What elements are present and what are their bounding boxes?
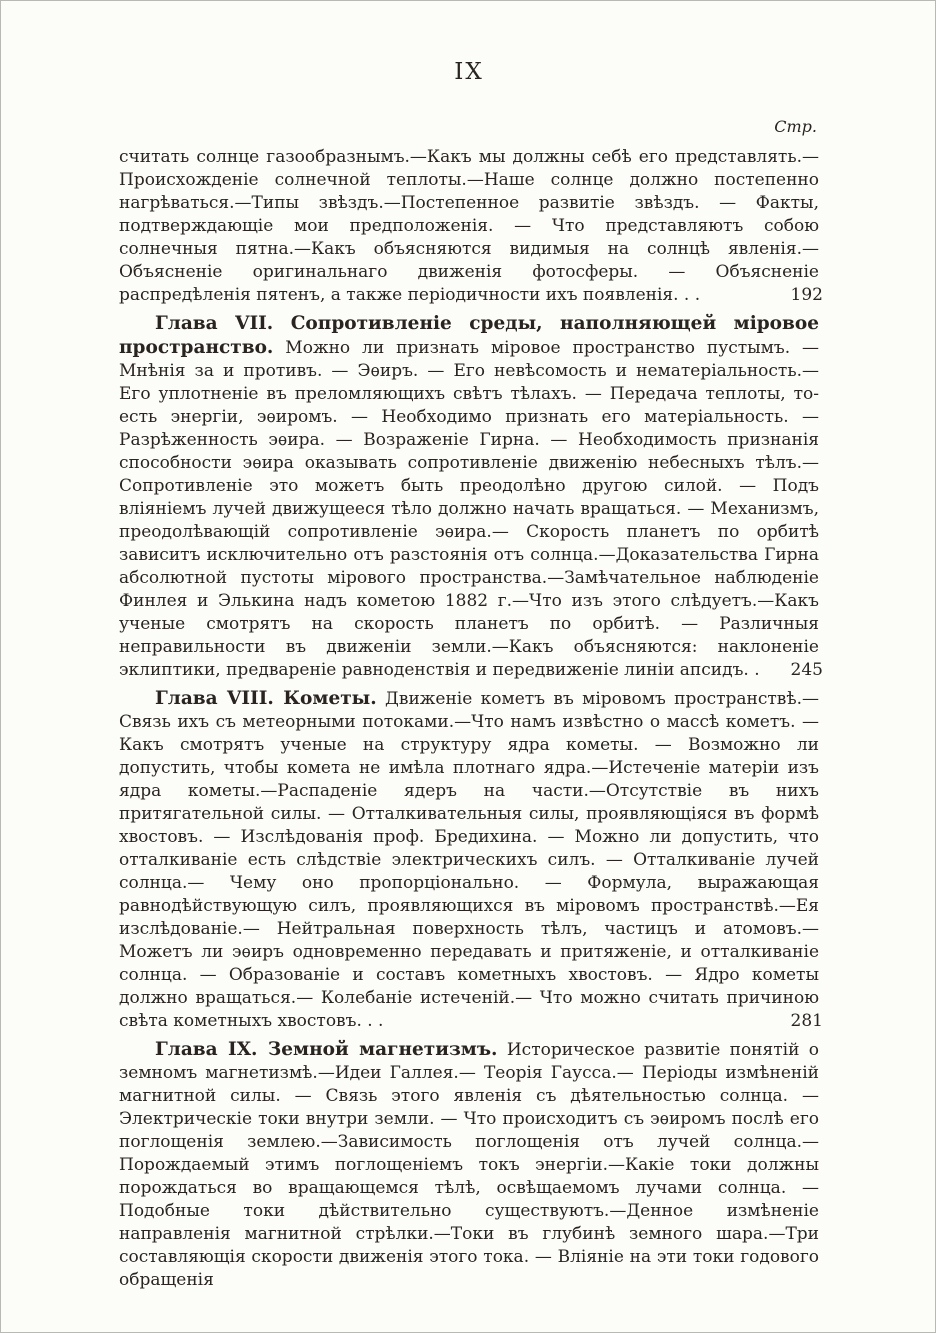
entry-page-number: 245 (785, 659, 823, 682)
toc-entry (119, 1038, 819, 1292)
entry-page-number: 281 (785, 1010, 823, 1033)
entry-text: Историческое развитіе понятій о земномъ магнетизмѣ.—Идеи Галлея.— Теорія Гаусса.— Періоды измѣненій магнитной силы. — Связь этого явленія съ дѣятельностью солнца. — Электрическіе токи внутри земли. — Что происходитъ съ эѳиромъ послѣ его поглощенія землею.—Зависимость поглощенія отъ лучей солнца.—Порождаемый этимъ поглощеніемъ токъ энергіи.—Какіе токи должны порождаться во вращающемся тѣлѣ, освѣщаемомъ лучами солнца. — Подобные токи дѣйствительно существуютъ.—Денное измѣненіе направленія магнитной стрѣлки.—Токи въ глубинѣ земного шара.—Три составляющія скорости движенія этого тока. — Вліяніе на эти токи годового обращенія (119, 1040, 820, 1290)
chapter-heading: Глава IX. Земной магнетизмъ. (155, 1039, 498, 1060)
toc-entry (119, 146, 823, 307)
toc-entry (119, 312, 823, 682)
entry-page-number: 192 (785, 284, 823, 307)
chapter-heading: Глава VII. Сопротивленіе среды, наполняющей міровое пространство. (119, 313, 819, 358)
toc-entry (119, 687, 823, 1033)
page-number-header: IX (454, 59, 484, 85)
page-column-label: Стр. (774, 117, 817, 136)
chapter-heading: Глава VIII. Кометы. (155, 688, 377, 709)
entry-text: Можно ли признать міровое пространство пустымъ. — Мнѣнія за и противъ. — Эѳиръ. — Его невѣсомость и нематеріальность.— Его уплотненіе въ преломляющихъ свѣтъ тѣлахъ. — Передача теплоты, то-есть энергіи, эѳиромъ. — Необходимо признать его матеріальность. — Разрѣженность эѳира. — Возраженіе Гирна. — Необходимость признанія способности эѳира оказывать сопротивленіе движенію небесныхъ тѣлъ.— Сопротивленіе это можетъ быть преодолѣно другою силой. — Подъ вліяніемъ лучей движущееся тѣло должно начать вращаться. — Механизмъ, преодолѣвающій сопротивленіе эѳира.— Скорость планетъ по орбитѣ зависитъ исключительно отъ разстоянія отъ солнца.—Доказательства Гирна абсолютной пустоты мірового пространства.—Замѣчательное наблюденіе Финлея и Элькина надъ кометою 1882 г.—Что изъ этого слѣдуетъ.—Какъ ученые смотрятъ на скорость планетъ по орбитѣ. — Различныя неправильности въ движеніи земли.—Какъ объясняются: наклоненіе эклиптики, предвареніе равноденствія и передвиженіе линіи апсидъ. . (119, 338, 820, 680)
entry-text: считать солнце газообразнымъ.—Какъ мы должны себѣ его представлять.— Происхожденіе солнечной теплоты.—Наше солнце должно постепенно нагрѣваться.—Типы звѣздъ.—Постепенное развитіе звѣздъ. — Факты, подтверждающіе мои предположенія. — Что представляютъ собою солнечныя пятна.—Какъ объясняются видимыя на солнцѣ явленія.—Объясненіе оригинальнаго движенія фотосферы. — Объясненіе распредѣленія пятенъ, а также періодичности ихъ появленія. . . (119, 147, 819, 305)
entry-text: Движеніе кометъ въ міровомъ пространствѣ.—Связь ихъ съ метеорными потоками.—Что намъ извѣстно о массѣ кометъ. — Какъ смотрятъ ученые на структуру ядра кометы. — Возможно ли допустить, чтобы комета не имѣла плотнаго ядра.—Истеченіе матеріи изъ ядра кометы.—Распаденіе ядеръ на части.—Отсутствіе въ нихъ притягательной силы. — Отталкивательныя силы, проявляющіяся въ формѣ хвостовъ. — Изслѣдованія проф. Бредихина. — Можно ли допустить, что отталкиваніе есть слѣдствіе электрическихъ силъ. — Отталкиваніе лучей солнца.— Чему оно пропорціонально. — Формула, выражающая равнодѣйствующую силъ, проявляющихся въ міровомъ пространствѣ.—Ея изслѣдованіе.— Нейтральная поверхность тѣлъ, частицъ и атомовъ.— Можетъ ли эѳиръ одновременно передавать и притяженіе, и отталкиваніе солнца. — Образованіе и составъ кометныхъ хвостовъ. — Ядро кометы должно вращаться.— Колебаніе истеченій.— Что можно считать причиною свѣта кометныхъ хвостовъ. . . (119, 689, 819, 1031)
